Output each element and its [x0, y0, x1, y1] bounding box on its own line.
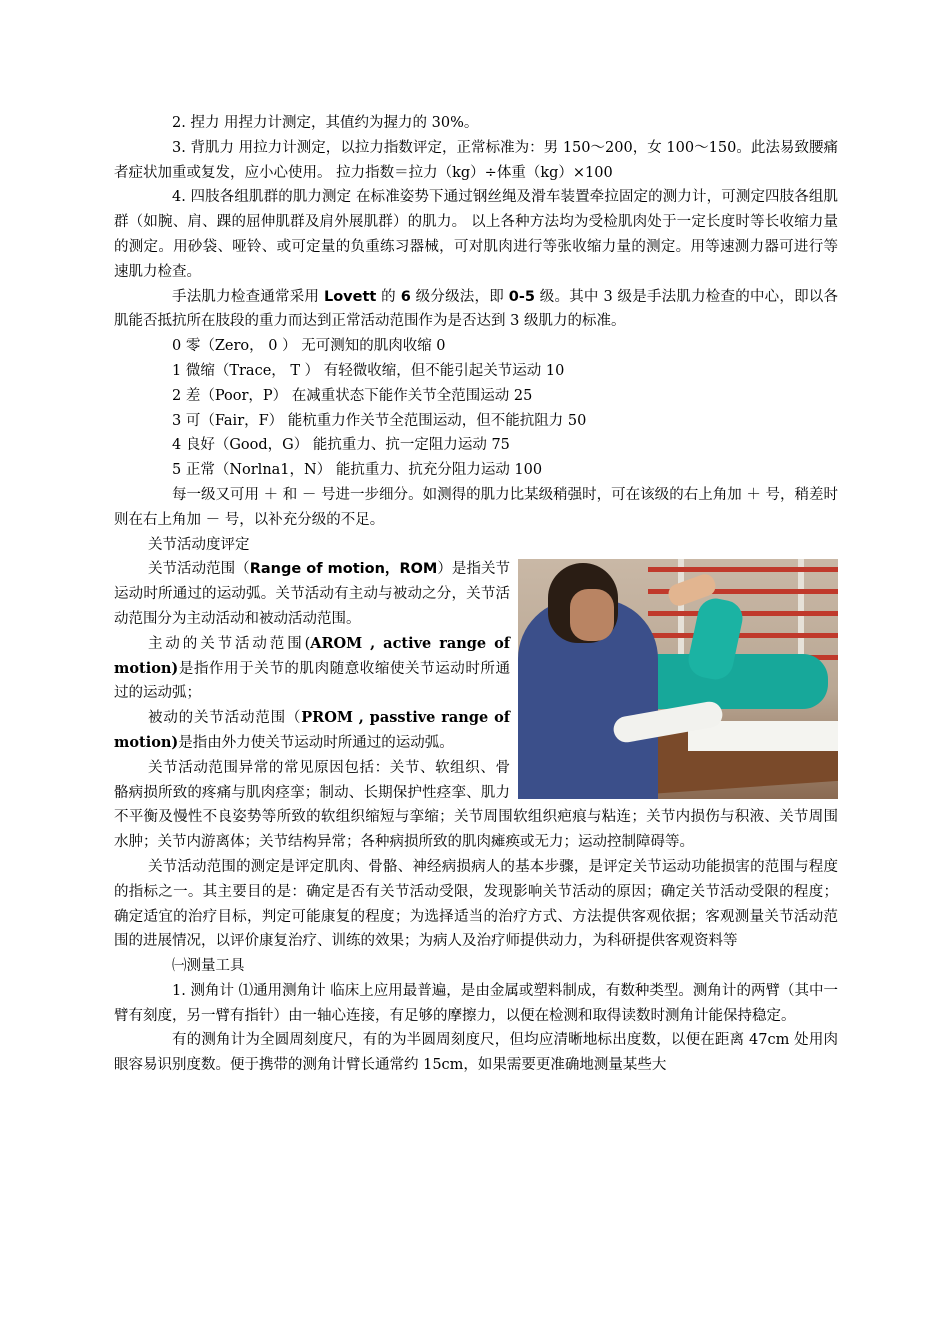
text-run-bold: PROM , passtive range of motion) [114, 709, 510, 751]
paragraph-grade-subdivision: 每一级又可用 ＋ 和 － 号进一步细分。如测得的肌力比某级稍强时，可在该级的右上角加 ＋ 号，稍差时则在右上角加 － 号，以补充分级的不足。 [114, 486, 838, 528]
text-run: 级分级法，即 [410, 288, 509, 305]
text-run-bold: Lovett [323, 288, 377, 305]
document-page [114, 111, 838, 1078]
grade-level-3: 3 可（Fair，F） 能杭重力作关节全范围运动，但不能抗阻力 50 [172, 412, 587, 429]
grade-level-5: 5 正常（Norlna1，N） 能抗重力、抗充分阻力运动 100 [172, 462, 543, 479]
grade-level-0: 0 零（Zero， 0 ） 无可测知的肌肉收缩 0 [172, 338, 446, 355]
grade-level-4: 4 良好（Good，G） 能抗重力、抗一定阻力运动 75 [172, 437, 510, 454]
paragraph-rom-abnormal-causes: 关节活动范围异常的常见原因包括：关节、软组织、骨骼病损所致的疼痛与肌肉痉挛；制动、长期保护性痉挛、肌力不平衡及慢性不良姿势等所致的软组织缩短与挛缩；关节周围软组织疤痕与粘连；关节内损伤与积液、关节周围水肿；关节内游离体；关节结构异常；各种病损所致的肌肉瘫痪或无力；运动控制障碍等。 [114, 759, 838, 851]
paragraph-goniometer: 1. 测角计 ⑴通用测角计 临床上应用最普遍，是由金属或塑料制成，有数种类型。测角计的两臂（其中一臂有刻度，另一臂有指针）由一轴心连接，有足够的摩擦力，以便在检测和取得读数时测角计能保持稳定。 [114, 982, 838, 1024]
paragraph-back-strength: 3. 背肌力 用拉力计测定，以拉力指数评定，正常标准为：男 150～200，女 100～150。此法易致腰痛者症状加重或复发，应小心使用。 拉力指数＝拉力（kg）÷体重（kg）×100 [114, 139, 838, 181]
wall-bar [648, 567, 838, 572]
paragraph-rom-measurement-purpose: 关节活动范围的测定是评定肌肉、骨骼、神经病损病人的基本步骤，是评定关节运动功能损害的范围与程度的指标之一。其主要目的是：确定是否有关节活动受限，发现影响关节活动的原因；确定关节活动受限的程度；确定适宜的治疗目标，判定可能康复的程度；为选择适当的治疗方式、方法提供客观依据；客观测量关节活动范围的进展情况，以评价康复治疗、训练的效果；为病人及治疗师提供动力，为科研提供客观资料等 [114, 858, 838, 950]
therapist-face [570, 589, 614, 641]
wall-bar [648, 633, 838, 638]
paragraph-pinch-strength: 2. 捏力 用捏力计测定，其值约为握力的 30%。 [172, 115, 479, 131]
grade-level-1: 1 微缩（Trace， T ） 有轻微收缩，但不能引起关节运动 10 [172, 362, 565, 379]
paragraph-manual-muscle-test [114, 285, 838, 335]
text-run: 是指作用于关节的肌肉随意收缩使关节运动时所通过的运动弧； [114, 660, 510, 702]
section-heading-rom: 关节活动度评定 [148, 536, 250, 553]
text-run: 是指由外力使关节运动时所通过的运动弧。 [178, 734, 454, 751]
text-run: 关节活动范围（ [148, 561, 250, 578]
text-run: 主动的关节活动范围( [148, 635, 311, 652]
text-run: ）是指关节运动时所通过的运动弧。关节活动有主动与被动之分，关节活动范围分为主动活动和被动活动范围。 [114, 561, 511, 627]
wall-bar [648, 611, 838, 616]
text-run-bold: 0-5 [508, 288, 535, 305]
text-run-bold: AROM , active range of motion) [114, 634, 510, 677]
rom-assessment-photo [518, 559, 838, 799]
text-run: 的 [376, 288, 401, 305]
text-run: 被动的关节活动范围（ [148, 710, 302, 727]
paragraph-limb-strength: 4. 四肢各组肌群的肌力测定 在标准姿势下通过钢丝绳及滑车装置牵拉固定的测力计，可测定四肢各组肌群（如腕、肩、踝的屈伸肌群及肩外展肌群）的肌力。 以上各种方法均为受检肌肉处于一定长度时等长收缩力量的测定。用砂袋、哑铃、或可定量的负重练习器械，可对肌肉进行等张收缩力量的测定。用等速测力器可进行等速肌力检查。 [114, 189, 838, 280]
text-run: 级。其中 3 级是手法肌力检查的中心，即以各肌能否抵抗所在肢段的重力而达到正常活动范围作为是否达到 3 级肌力的标准。 [114, 288, 839, 330]
text-run-bold: Range of motion，ROM [249, 561, 438, 578]
grade-level-2: 2 差（Poor，P） 在减重状态下能作关节全范围运动 25 [172, 387, 533, 404]
paragraph-goniometer-scale: 有的测角计为全圆周刻度尺，有的为半圆周刻度尺，但均应清晰地标出度数，以便在距离 47cm 处用肉眼容易识别度数。便于携带的测角计臂长通常约 15cm，如果需要更准确地测量某些大 [114, 1032, 838, 1074]
text-run: 手法肌力检查通常采用 [172, 288, 324, 305]
text-run-bold: 6 [400, 288, 411, 305]
section-heading-tools: ㈠测量工具 [172, 958, 245, 975]
